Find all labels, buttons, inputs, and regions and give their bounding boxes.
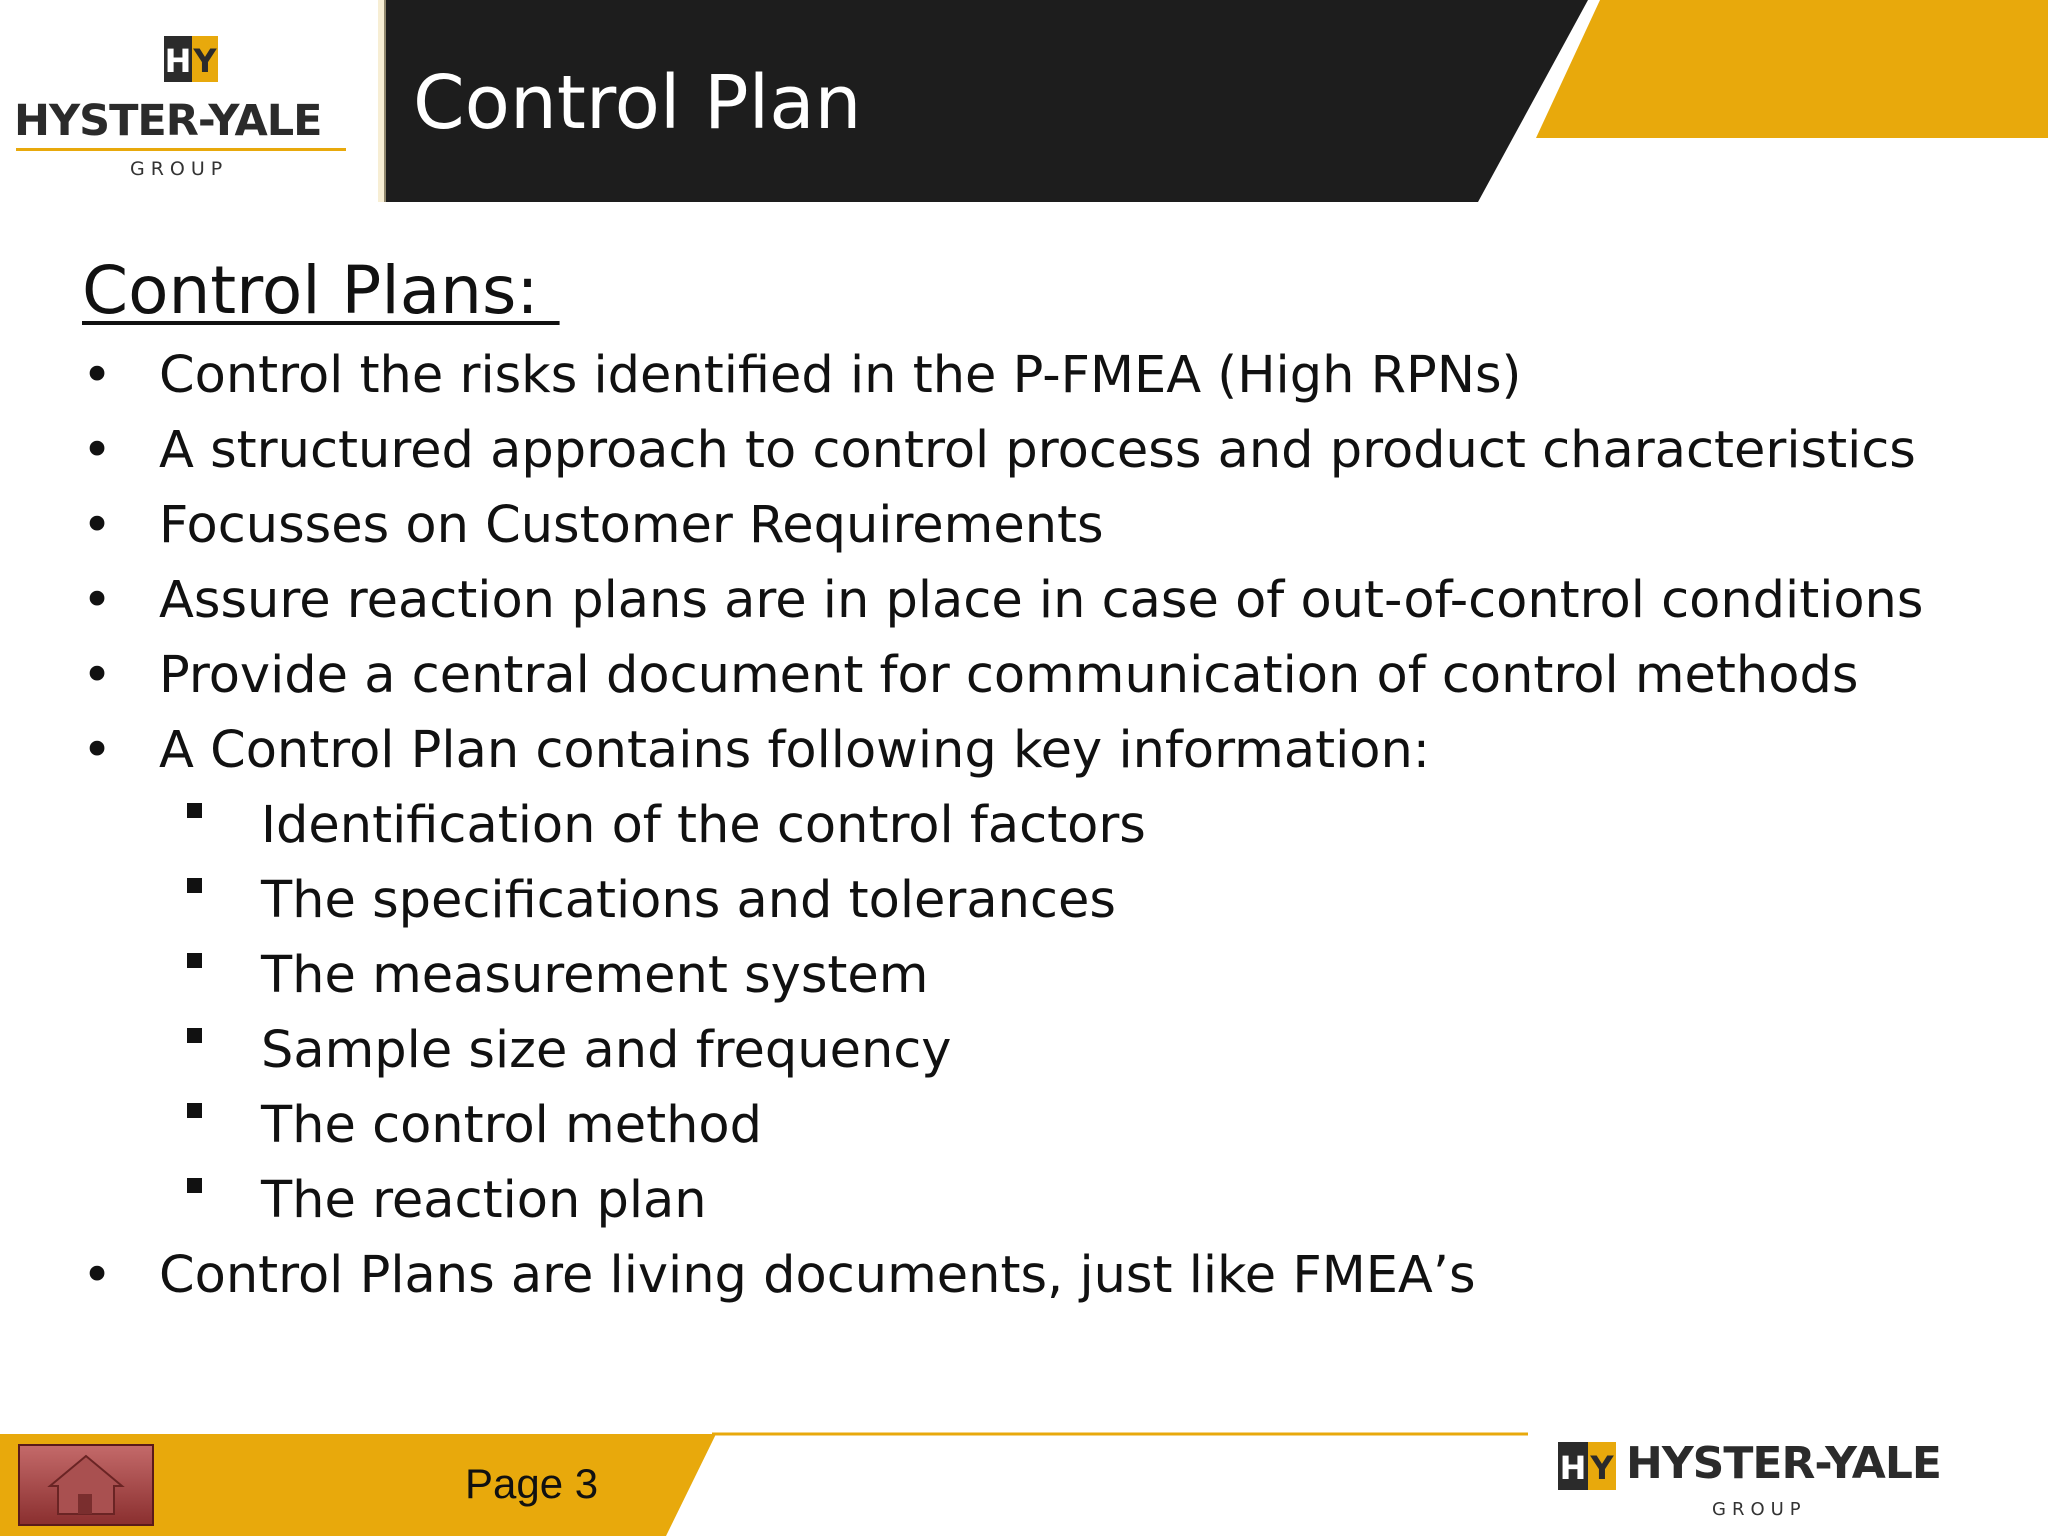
bullet-item bbox=[82, 338, 1982, 413]
header-logo-wordmark: HYSTER-YALE bbox=[14, 96, 322, 146]
bullet-item bbox=[82, 488, 1982, 563]
hy-mark-icon bbox=[1556, 1434, 1622, 1494]
bullet-text: Sample size and frequency bbox=[261, 1021, 952, 1080]
bullet-item bbox=[82, 713, 1982, 788]
bullet-item bbox=[82, 563, 1982, 638]
square-bullet-mark bbox=[187, 803, 202, 818]
square-bullet-icon bbox=[187, 863, 217, 938]
square-bullet-mark bbox=[187, 1103, 202, 1118]
content-heading: Control Plans: bbox=[82, 252, 560, 329]
bullet-item bbox=[82, 1238, 1982, 1313]
header-logo-rule bbox=[16, 148, 346, 151]
bullet-text: The control method bbox=[261, 1096, 763, 1155]
bullet-list bbox=[82, 338, 1982, 1313]
sub-bullet-item bbox=[82, 863, 1982, 938]
round-bullet-icon: • bbox=[82, 646, 113, 705]
sub-bullet-item bbox=[82, 938, 1982, 1013]
header-logo-group: GROUP bbox=[130, 158, 229, 180]
slide-content bbox=[82, 252, 1982, 1313]
round-bullet-icon: • bbox=[82, 421, 113, 480]
header-logo bbox=[14, 30, 354, 190]
hy-mark-icon bbox=[150, 30, 228, 86]
bullet-item bbox=[82, 638, 1982, 713]
bullet-text: The specifications and tolerances bbox=[261, 871, 1116, 930]
bullet-text: The measurement system bbox=[261, 946, 929, 1005]
square-bullet-mark bbox=[187, 1028, 202, 1043]
hy-mark-letter-h: H bbox=[1559, 1449, 1587, 1487]
bullet-text: A Control Plan contains following key information: bbox=[159, 721, 1430, 780]
bullet-text: Control the risks identified in the P-FMEA (High RPNs) bbox=[159, 346, 1522, 405]
bullet-text: Identification of the control factors bbox=[261, 796, 1146, 855]
square-bullet-mark bbox=[187, 953, 202, 968]
footer-logo-wordmark: HYSTER-YALE bbox=[1626, 1438, 1941, 1489]
footer-logo-group: GROUP bbox=[1712, 1499, 1807, 1520]
round-bullet-icon: • bbox=[82, 571, 113, 630]
bullet-text: Assure reaction plans are in place in case of out-of-control conditions bbox=[159, 571, 1924, 630]
header-logo-edge bbox=[378, 0, 386, 202]
square-bullet-icon bbox=[187, 1013, 217, 1088]
bullet-text: Control Plans are living documents, just like FMEA’s bbox=[159, 1246, 1476, 1305]
bullet-text: A structured approach to control process and product characteristics bbox=[159, 421, 1916, 480]
slide-title: Control Plan bbox=[413, 60, 862, 146]
hy-mark-letter-y: Y bbox=[1590, 1449, 1614, 1487]
square-bullet-mark bbox=[187, 878, 202, 893]
bullet-text: The reaction plan bbox=[261, 1171, 707, 1230]
square-bullet-icon bbox=[187, 788, 217, 863]
sub-bullet-item bbox=[82, 788, 1982, 863]
page-number-label: Page 3 bbox=[465, 1460, 599, 1507]
square-bullet-icon bbox=[187, 938, 217, 1013]
header-accent-band bbox=[1536, 0, 2048, 138]
footer-logo bbox=[1556, 1428, 1976, 1528]
square-bullet-mark bbox=[187, 1178, 202, 1193]
hy-mark-letter-y: Y bbox=[193, 42, 217, 80]
hy-mark-letter-h: H bbox=[164, 42, 192, 80]
home-button[interactable] bbox=[18, 1444, 154, 1526]
round-bullet-icon: • bbox=[82, 496, 113, 555]
home-button-frame bbox=[18, 1444, 154, 1526]
round-bullet-icon: • bbox=[82, 346, 113, 405]
sub-bullet-item bbox=[82, 1088, 1982, 1163]
bullet-text: Provide a central document for communication of control methods bbox=[159, 646, 1859, 705]
sub-bullet-item bbox=[82, 1013, 1982, 1088]
bullet-item bbox=[82, 413, 1982, 488]
square-bullet-icon bbox=[187, 1088, 217, 1163]
bullet-text: Focusses on Customer Requirements bbox=[159, 496, 1104, 555]
round-bullet-icon: • bbox=[82, 721, 113, 780]
sub-bullet-item bbox=[82, 1163, 1982, 1238]
square-bullet-icon bbox=[187, 1163, 217, 1238]
round-bullet-icon: • bbox=[82, 1246, 113, 1305]
